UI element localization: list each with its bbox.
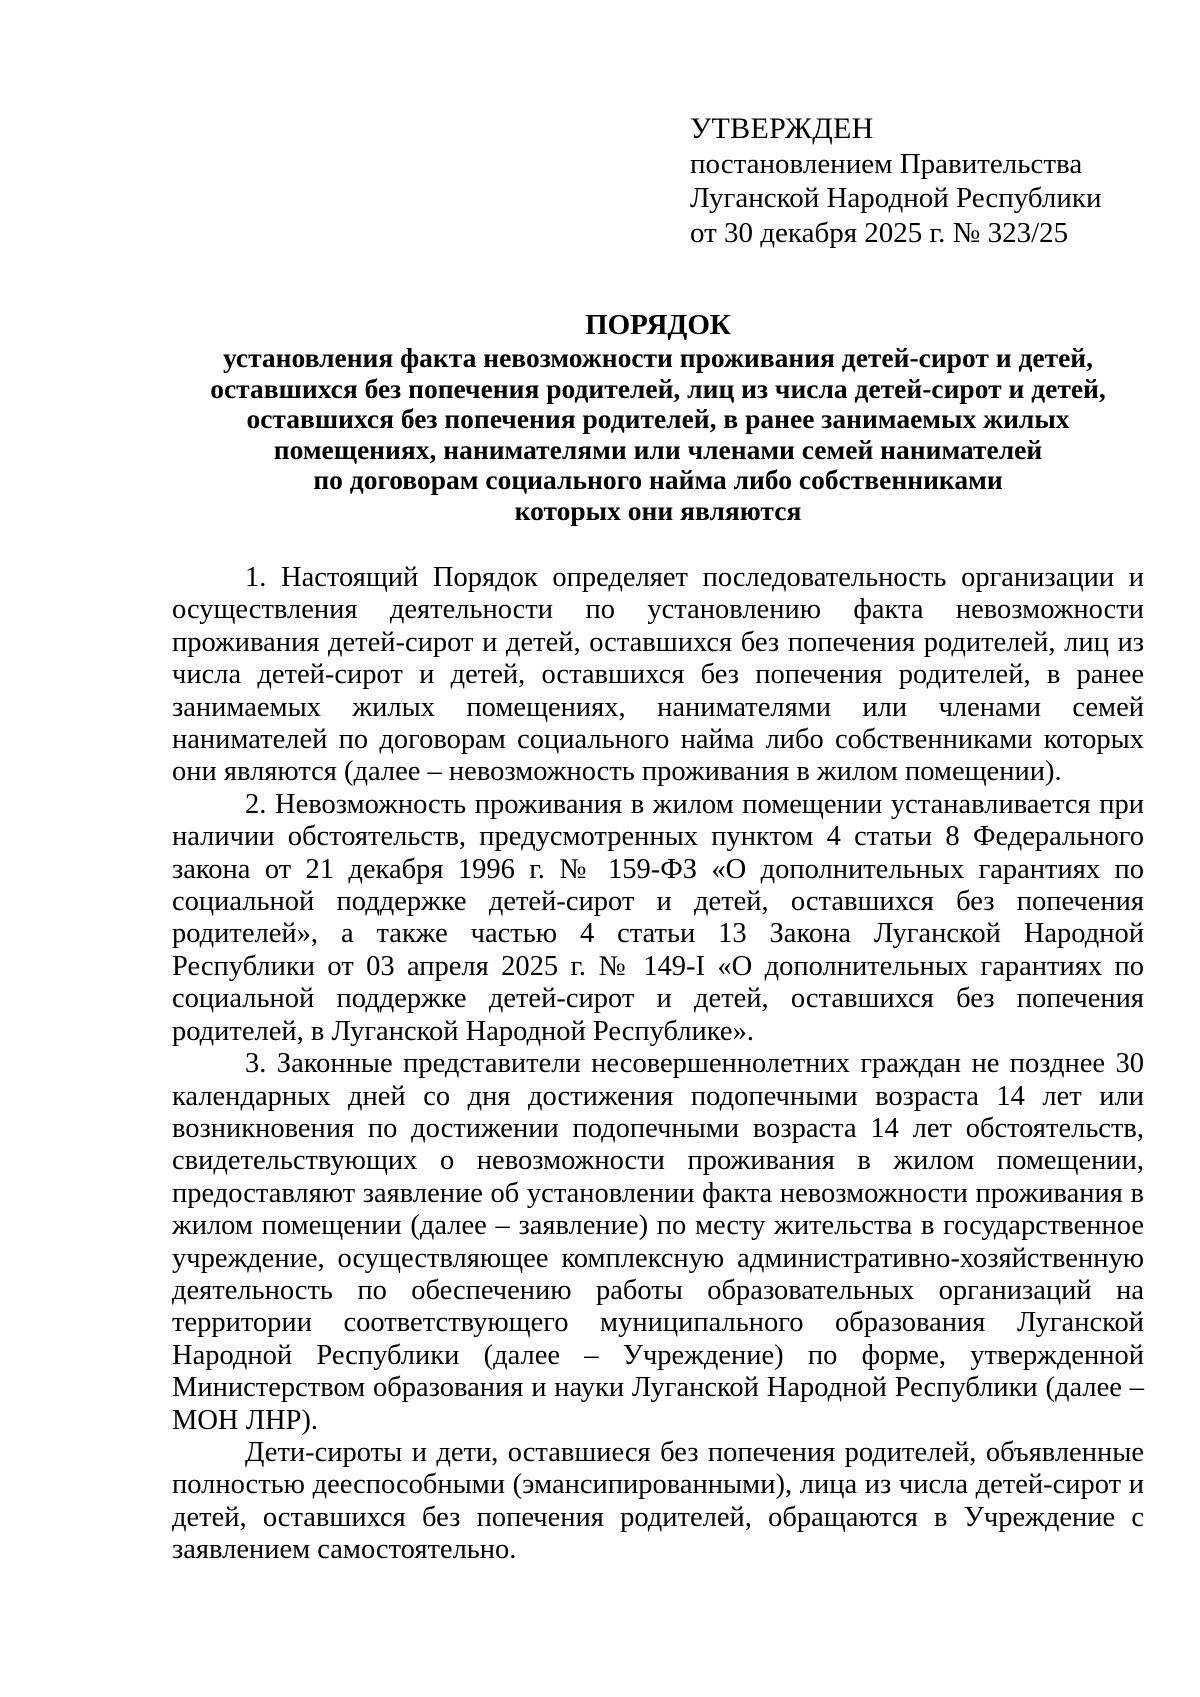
document-subtitle-line: оставшихся без попечения родителей, в ранее занимаемых жилых: [246, 403, 1070, 435]
approval-heading: УТВЕРЖДЕН: [690, 112, 874, 145]
document-body: [172, 562, 1144, 1567]
document-subtitle-line: помещениях, нанимателями или членами семей нанимателей: [273, 433, 1043, 465]
approval-stamp: [690, 112, 1102, 250]
paragraph-1: 1. Настоящий Порядок определяет последовательность организации и осуществления деятельности по установлению факта невозможности проживания детей-сирот и детей, оставшихся без попечения родителей, лиц из числа детей-сирот и детей, оставшихся без попечения родителей, в ранее занимаемых жилых помещениях, нанимателями или членами семей нанимателей по договорам социального найма либо собственниками которых они являются (далее – невозможность проживания в жилом помещении).: [172, 562, 1144, 788]
paragraph-3-continued: Дети-сироты и дети, оставшиеся без попечения родителей, объявленные полностью дееспособными (эмансипированными), лица из числа детей-сирот и детей, оставшихся без попечения родителей, обращаются в Учреждение с заявлением самостоятельно.: [172, 1436, 1144, 1566]
paragraph-2: 2. Невозможность проживания в жилом помещении устанавливается при наличии обстоятельств, предусмотренных пунктом 4 статьи 8 Федерального закона от 21 декабря 1996 г. № 159-ФЗ «О дополнительных гарантиях по социальной поддержке детей-сирот и детей, оставшихся без попечения родителей», а также частью 4 статьи 13 Закона Луганской Народной Республики от 03 апреля 2025 г. № 149-I «О дополнительных гарантиях по социальной поддержке детей-сирот и детей, оставшихся без попечения родителей, в Луганской Народной Республике».: [172, 788, 1144, 1047]
approval-line: от 30 декабря 2025 г. № 323/25: [690, 216, 1069, 249]
document-title: ПОРЯДОК: [585, 309, 731, 341]
document-subtitle-line: которых они являются: [514, 494, 802, 526]
approval-line: постановлением Правительства: [690, 147, 1083, 180]
document-subtitle-line: по договорам социального найма либо собственниками: [313, 464, 1003, 496]
document-heading: [172, 308, 1144, 527]
paragraph-3: 3. Законные представители несовершеннолетних граждан не позднее 30 календарных дней со дня достижения подопечными возраста 14 лет или возникновения по достижении подопечными возраста 14 лет обстоятельств, свидетельствующих о невозможности проживания в жилом помещении, предоставляют заявление об установлении факта невозможности проживания в жилом помещении (далее – заявление) по месту жительства в государственное учреждение, осуществляющее комплексную административно-хозяйственную деятельность по обеспечению работы образовательных организаций на территории соответствующего муниципального образования Луганской Народной Республики (далее – Учреждение) по форме, утвержденной Министерством образования и науки Луганской Народной Республики (далее – МОН ЛНР).: [172, 1048, 1144, 1436]
approval-line: Луганской Народной Республики: [690, 182, 1102, 214]
document-subtitle-line: оставшихся без попечения родителей, лиц из числа детей-сирот и детей,: [210, 372, 1106, 404]
document-subtitle-line: установления факта невозможности проживания детей-сирот и детей,: [222, 342, 1094, 373]
